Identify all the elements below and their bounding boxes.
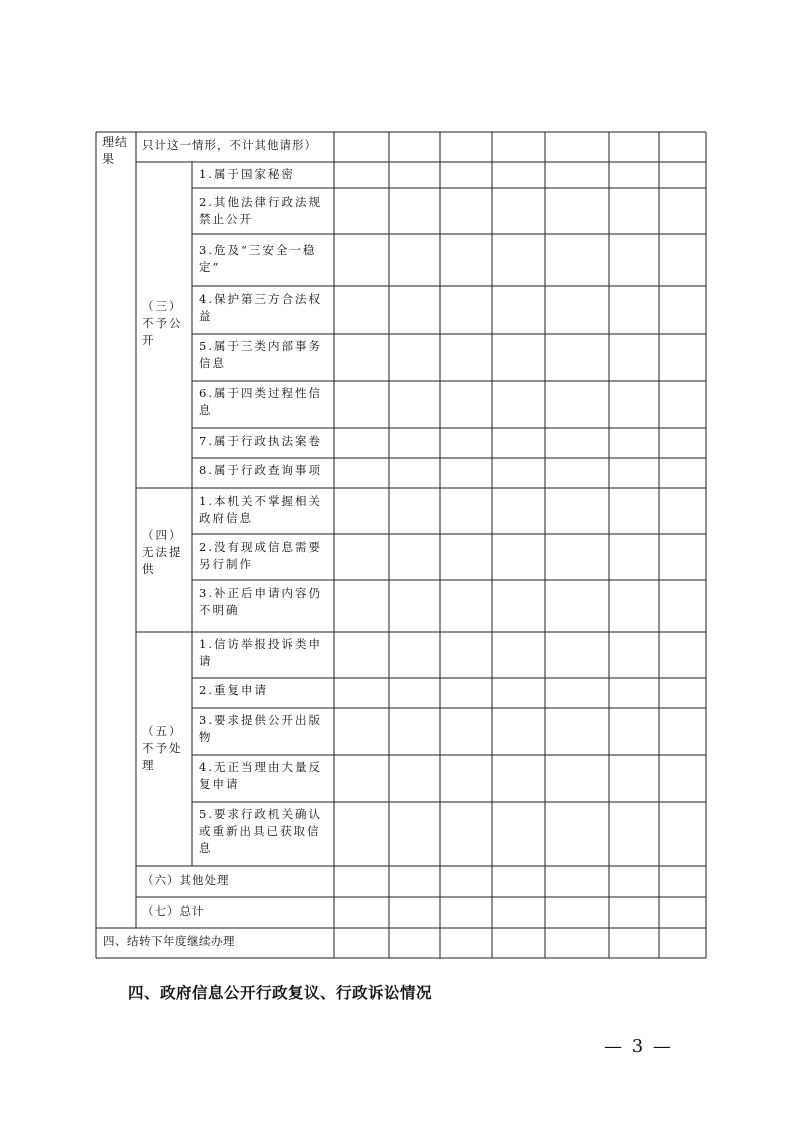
other-handling-label: （六）其他处理 — [142, 873, 230, 887]
item-confirm-reissue: 5.要求行政机关确认或重新出具已获取信息 — [199, 807, 322, 855]
section-heading: 四、政府信息公开行政复议、行政诉讼情况 — [128, 984, 433, 1002]
item-enforcement-files: 7.属于行政执法案卷 — [199, 434, 322, 448]
item-internal-affairs: 5.属于三类内部事务信息 — [199, 339, 322, 370]
item-publications: 3.要求提供公开出版物 — [199, 713, 322, 744]
group-label-not-processed: （五） 不予处 理 — [142, 724, 183, 772]
item-state-secret: 1.属于国家秘密 — [199, 167, 295, 181]
row-label-results: 理结 果 — [102, 135, 129, 166]
item-repeat-request: 2.重复申请 — [199, 683, 268, 697]
item-query-matters: 8.属于行政查询事项 — [199, 463, 322, 477]
intro-row-label: 只计这一情形，不计其他请形） — [142, 138, 317, 152]
item-mass-requests: 4.无正当理由大量反复申请 — [199, 760, 322, 791]
item-still-unclear: 3.补正后申请内容仍不明确 — [199, 586, 322, 617]
item-not-held: 1.本机关不掌握相关政府信息 — [199, 494, 322, 525]
carry-over-label: 四、结转下年度继续办理 — [103, 934, 235, 948]
group-label-not-disclosed: （三） 不予公 开 — [142, 299, 183, 347]
item-endanger-security: 3.危及“三安全一稳定” — [199, 243, 317, 274]
group-label-cannot-provide: （四） 无法提 供 — [142, 528, 183, 576]
item-laws-prohibit: 2.其他法律行政法规禁止公开 — [199, 195, 322, 226]
item-process-info: 6.属于四类过程性信息 — [199, 386, 322, 417]
item-needs-creation: 2.没有现成信息需要另行制作 — [199, 540, 322, 571]
item-third-party-rights: 4.保护第三方合法权益 — [199, 292, 322, 323]
item-petition-complaint: 1.信访举报投诉类申请 — [199, 637, 322, 668]
total-label: （七）总计 — [142, 904, 205, 918]
page-number: — 3 — — [604, 1036, 673, 1057]
